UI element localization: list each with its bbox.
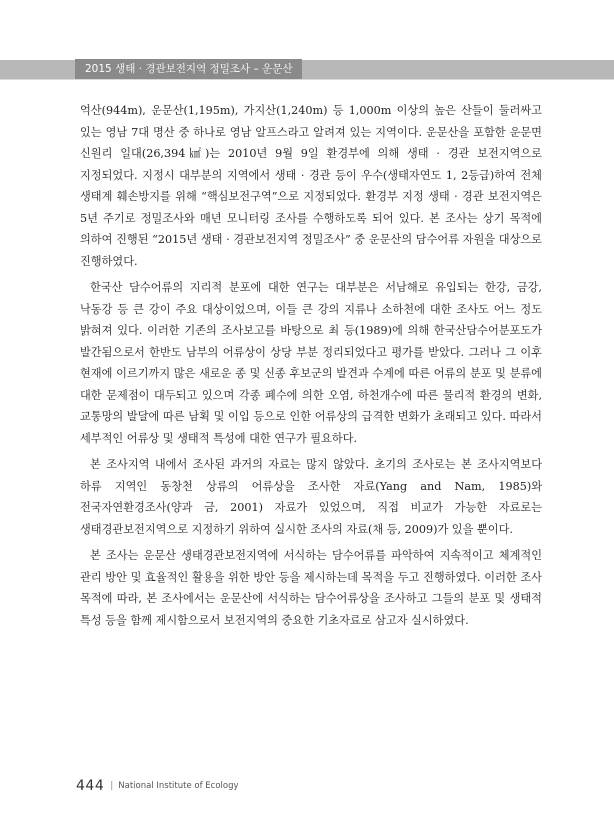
paragraph-1: 억산(944m), 운문산(1,195m), 가지산(1,240m) 등 1,000m 이상의 높은 산들이 둘러싸고 있는 영남 7대 명산 중 하나로 영남 알프스라고 알려져 있는 지역이다. 운문산을 포함한 운문면 신원리 일대(26,394㎢)는 2010년 9월 9일 환경부에 의해 생태 · 경관 보전지역으로 지정되었다. 지정시 대부분의 지역에서 생태 · 경관 등이 우수(생태자연도 1, 2등급)하여 전체 생태계 훼손방지를 위해 “핵심보전구역”으로 지정되었다. 환경부 지정 생태 · 경관 보전지역은 5년 주기로 정밀조사와 매년 모니터링 조사를 수행하도록 되어 있다. 본 조사는 상기 목적에 의하여 진행된 “2015년 생태 · 경관보전지역 정밀조사” 중 운문산의 담수어류 자원을 대상으로 진행하였다. [80,104,542,268]
footer-separator: | [110,781,114,791]
header-divider [0,79,614,80]
paragraph-4: 본 조사는 운문산 생태경관보전지역에 서식하는 담수어류를 파악하여 지속적이고 체계적인 관리 방안 및 효율적인 활용을 위한 방안 등을 제시하는데 목적을 두고 진행하였다. 이러한 조사 목적에 따라, 본 조사에서는 운문산에 서식하는 담수어류상을 조사하고 그들의 분포 및 생태적 특성 등을 함께 제시함으로서 보전지역의 중요한 기초자료로 삼고자 실시하였다. [80,549,542,627]
body-text [80,100,542,636]
footer-publisher: National Institute of Ecology [118,781,239,791]
paragraph-2: 한국산 담수어류의 지리적 분포에 대한 연구는 대부분은 서남해로 유입되는 한강, 금강, 낙동강 등 큰 강이 주요 대상이었으며, 이들 큰 강의 지류나 소하천에 대한 조사도 어느 정도 밝혀져 있다. 이러한 기존의 조사보고를 바탕으로 최 등(1989)에 의해 한국산담수어분포도가 발간됨으로서 한반도 남부의 어류상이 상당 부분 정리되었다고 평가를 받았다. 그러나 그 이후 현재에 이르기까지 많은 새로운 종 및 신종 후보군의 발견과 수계에 따른 어류의 분포 및 분류에 대한 문제점이 대두되고 있으며 각종 폐수에 의한 오염, 하천개수에 따른 물리적 환경의 변화, 교통망의 발달에 따른 남획 및 이입 등으로 인한 어류상의 급격한 변화가 초래되고 있다. 따라서 세부적인 어류상 및 생태적 특성에 대한 연구가 필요하다. [80,281,542,445]
page-footer [76,775,239,794]
running-header-title: 2015 생태 · 경관보전지역 정밀조사 – 운문산 [75,59,302,80]
paragraph-3: 본 조사지역 내에서 조사된 과거의 자료는 많지 않았다. 초기의 조사로는 본 조사지역보다 하류 지역인 동창천 상류의 어류상을 조사한 자료(Yang and Nam, 1985)와 전국자연환경조사(양과 금, 2001) 자료가 있었으며, 직접 비교가 가능한 자료로는 생태경관보전지역으로 지정하기 위하여 실시한 조사의 자료(채 등, 2009)가 있을 뿐이다. [80,458,542,536]
page-number: 444 [76,778,105,794]
